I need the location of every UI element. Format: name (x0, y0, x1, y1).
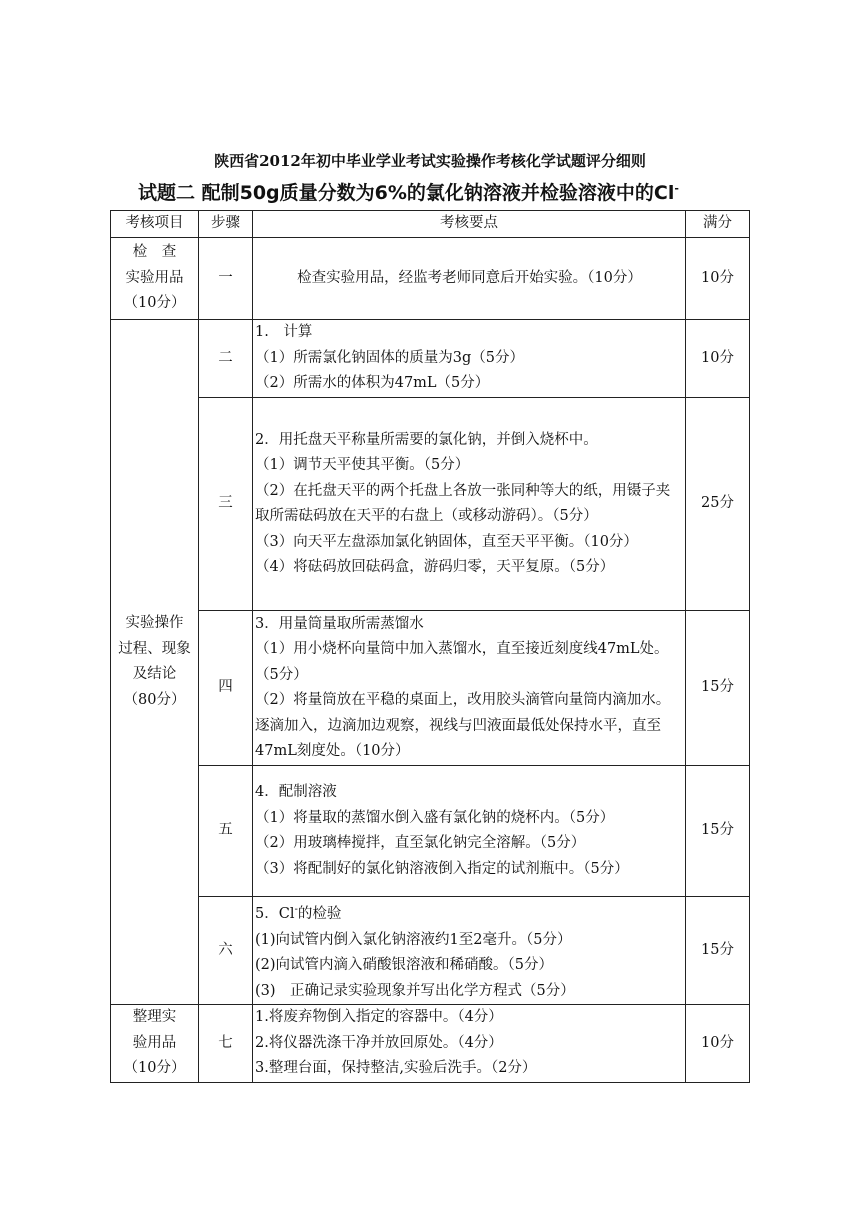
subtitle-main: 试题二 配制50g质量分数为6%的氯化钠溶液并检验溶液中的Cl (138, 182, 675, 204)
cl-superscript: - (294, 904, 298, 915)
content-line: （3）向天平左盘添加氯化钠固体，直至天平平衡。（10分） (255, 533, 638, 550)
content-line: 2．用托盘天平称量所需要的氯化钠，并倒入烧杯中。 (255, 431, 598, 448)
document-title: 陕西省2012年初中毕业学业考试实验操作考核化学试题评分细则 (214, 152, 646, 170)
category-line: （10分） (123, 295, 186, 312)
content-line: (2)向试管内滴入硝酸银溶液和稀硝酸。（5分） (255, 957, 554, 973)
content-cell (253, 766, 686, 897)
header-points: 满分 (686, 211, 750, 238)
content-cell (253, 1005, 686, 1083)
content-line: （1）调节天平使其平衡。（5分） (255, 457, 470, 473)
table-row (111, 398, 750, 611)
content-cell (253, 398, 686, 611)
cl-heading-suffix: 的检验 (297, 906, 342, 922)
subtitle-superscript: - (674, 182, 679, 195)
content-line: 检查实验用品，经监考老师同意后开始实验。（10分） (297, 269, 642, 286)
category-line: 检 查 (132, 244, 177, 261)
content-cell (253, 611, 686, 766)
category-line: 整理实 (132, 1009, 177, 1026)
content-line: （1）用小烧杯向量筒中加入蒸馏水，直至接近刻度线47mL处。（5分） (255, 641, 669, 683)
content-line: （4）将砝码放回砝码盒，游码归零，天平复原。（5分） (255, 559, 615, 575)
table-row (111, 766, 750, 897)
category-cell (111, 320, 199, 1005)
category-line: 及结论 (132, 666, 177, 682)
content-line: 3．用量筒量取所需蒸馏水 (255, 615, 424, 632)
category-line: 验用品 (132, 1034, 177, 1051)
step-cell: 一 (199, 238, 253, 320)
content-line: （3）将配制好的氯化钠溶液倒入指定的试剂瓶中。（5分） (255, 860, 629, 877)
content-line: 1.将废弃物倒入指定的容器中。（4分） (255, 1009, 503, 1026)
content-line: 3.整理台面，保持整洁,实验后洗手。（2分） (255, 1060, 537, 1077)
content-line: （1）将量取的蒸馏水倒入盛有氯化钠的烧杯内。（5分） (255, 809, 615, 826)
points-cell: 10分 (686, 1005, 750, 1083)
scoring-table (110, 210, 750, 1083)
header-step: 步骤 (199, 211, 253, 238)
points-cell: 15分 (686, 766, 750, 897)
category-cell (111, 1005, 199, 1083)
content-line: （1）所需氯化钠固体的质量为3g（5分） (255, 349, 524, 366)
header-row (111, 211, 750, 238)
table-row (111, 611, 750, 766)
content-cell (253, 238, 686, 320)
content-cell (253, 320, 686, 398)
content-line: 2.将仪器洗涤干净并放回原处。（4分） (255, 1034, 503, 1051)
step-cell: 四 (199, 611, 253, 766)
table-row (111, 238, 750, 320)
category-line: （10分） (123, 1060, 186, 1077)
content-line: （2）在托盘天平的两个托盘上各放一张同种等大的纸，用镊子夹取所需砝码放在天平的右盘上（或移动游码）。（5分） (255, 482, 671, 524)
category-line: 过程、现象 (118, 640, 191, 657)
content-line (255, 897, 684, 928)
document-subtitle (138, 178, 788, 205)
content-line: （2）将量筒放在平稳的桌面上，改用胶头滴管向量筒内滴加水。逐滴加入，边滴加边观察，视线与凹液面最低处保持水平，直至47mL刻度处。（10分） (255, 692, 671, 759)
content-line: （2）用玻璃棒搅拌，直至氯化钠完全溶解。（5分） (255, 835, 586, 851)
content-line: （2）所需水的体积为47mL（5分） (255, 375, 490, 392)
step-cell: 二 (199, 320, 253, 398)
table-row (111, 897, 750, 1005)
category-line: （80分） (123, 691, 186, 708)
step-cell: 三 (199, 398, 253, 611)
cl-heading-prefix: 5．Cl (255, 906, 295, 922)
points-cell: 10分 (686, 320, 750, 398)
category-line: 实验操作 (125, 615, 184, 631)
step-cell: 七 (199, 1005, 253, 1083)
header-category: 考核项目 (111, 211, 199, 238)
content-line: 4．配制溶液 (255, 784, 337, 800)
table-row (111, 1005, 750, 1083)
step-cell: 五 (199, 766, 253, 897)
content-line: (3) 正确记录实验现象并写出化学方程式（5分） (255, 982, 575, 999)
content-line: (1)向试管内倒入氯化钠溶液约1至2毫升。（5分） (255, 931, 572, 948)
points-cell: 10分 (686, 238, 750, 320)
points-cell: 15分 (686, 897, 750, 1005)
category-cell (111, 238, 199, 320)
step-cell: 六 (199, 897, 253, 1005)
content-cell (253, 897, 686, 1005)
content-line: 1. 计算 (255, 324, 313, 341)
table-row (111, 320, 750, 398)
category-line: 实验用品 (125, 269, 184, 286)
points-cell: 15分 (686, 611, 750, 766)
header-content: 考核要点 (253, 211, 686, 238)
points-cell: 25分 (686, 398, 750, 611)
